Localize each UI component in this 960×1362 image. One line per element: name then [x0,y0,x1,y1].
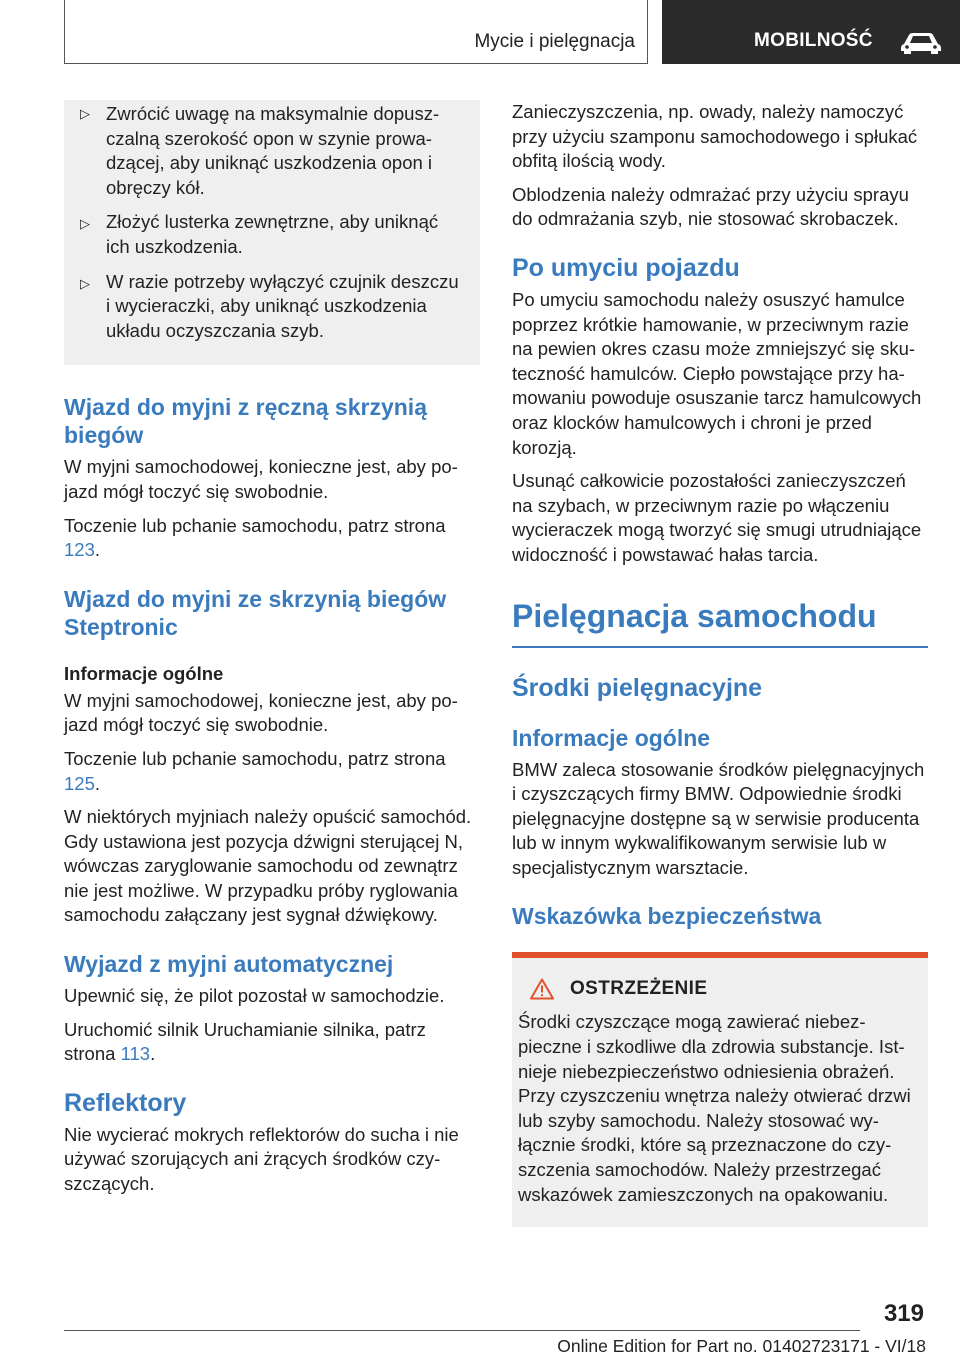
paragraph: Toczenie lub pchanie samochodu, patrz strona 123. [64,514,446,561]
paragraph: Uruchomić silnik Uruchamianie silnika, patrz strona 113. [64,1018,426,1065]
subheading: Informacje ogólne [64,662,224,684]
section-heading-after-wash: Po umyciu pojazdu [512,253,740,282]
right-column [512,100,928,1227]
page-link[interactable]: 123 [64,539,95,561]
section-heading-steptronic: Wjazd do myjni ze skrzynią biegów Steptronic [64,585,447,640]
footer-edition: Online Edition for Part no. 01402723171 - VI/18 [557,1336,926,1356]
paragraph: Usunąć całkowicie pozostałości zanieczyszczeń na szybach, w przeciwnym razie po włączeniu wycieraczek mogą tworzyć się smugi utrudniające widoczność i powstawać hałas tarcia. [512,470,922,565]
warning-title: OSTRZEŻENIE [570,978,708,1000]
paragraph: W niektórych myjniach należy opuścić samochód. Gdy ustawiona jest pozycja dźwigni sterującej N, wówczas zaryglowanie samochodu od zewnątrz nie jest możliwe. W przypadku próby ryglowania samochodu załączany jest sygnał dźwiękowy. [64,806,472,926]
warning-header [518,978,922,1000]
footer-divider [64,1330,860,1331]
section-title: Mycie i pielęgnacja [474,31,635,52]
chapter-tab [662,0,960,64]
page-link[interactable]: 125 [64,772,95,794]
warning-text: Środki czyszczące mogą zawierać niebezpieczne i szkodliwe dla zdrowia substancje. Istnieje niebezpieczeństwo odniesienia obrażeń. Przy czyszczeniu wnętrza należy otwierać drzwi lub szyby samochodu. Należy stosować wyłącznie środki, które są przeznaczone do czyszczenia samochodów. Należy przestrzegać wskazówek zamieszczonych na opakowaniu. [518,1011,911,1205]
section-heading-safety: Wskazówka bezpieczeństwa [512,903,822,930]
section-heading-general-info: Informacje ogólne [512,724,711,751]
section-heading-care-products: Środki pielęgnacyjne [512,673,763,702]
chapter-heading: Pielęgnacja samochodu [512,596,928,648]
page-number: 319 [883,1300,924,1327]
paragraph: BMW zaleca stosowanie środków pielęgnacyjnych i czyszczących firmy BMW. Odpowiednie środki pielęgnacyjne dostępne są w serwisie producenta lub w innym wykwalifikowanym serwisie lub w specjalistycznym warsztacie. [512,758,925,878]
list-item: ▷ Zwrócić uwagę na maksymalnie dopuszczalną szerokość opon w szynie prowadzącej, aby uniknąć uszkodzenia opon i obręczy kół. [80,103,440,198]
bullet-box [64,100,480,365]
paragraph: Oblodzenia należy odmrażać przy użyciu sprayu do odmrażania szyb, nie stosować skrobaczek. [512,183,909,230]
header-section-box [64,0,648,64]
triangle-bullet-icon: ▷ [80,106,90,121]
page-link[interactable]: 113 [120,1043,151,1065]
list-item: ▷ W razie potrzeby wyłączyć czujnik deszczu i wycieraczki, aby uniknąć uszkodzenia układu oczyszczania szyb. [80,270,459,341]
paragraph: Po umyciu samochodu należy osuszyć hamulce poprzez krótkie hamowanie, w przeciwnym razie na pewien okres czasu może zmniejszyć się skuteczność hamulców. Ciepło powstające przy hamowaniu powoduje osuszanie tarcz hamulcowych oraz klocków hamulcowych i chroni je przed korozją. [512,288,922,458]
section-heading-headlights: Reflektory [64,1088,187,1117]
chapter-title: MOBILNOŚĆ [754,30,873,51]
section-heading-manual: Wjazd do myjni z ręczną skrzynią biegów [64,394,427,449]
triangle-bullet-icon: ▷ [80,216,90,232]
car-icon [900,30,942,54]
list-item: ▷ Złożyć lusterka zewnętrzne, aby uniknąć ich uszkodzenia. [80,211,439,257]
paragraph: W myjni samochodowej, konieczne jest, aby pojazd mógł toczyć się swobodnie. [64,456,458,502]
left-column [64,100,480,1206]
paragraph: W myjni samochodowej, konieczne jest, aby pojazd mógł toczyć się swobodnie. [64,689,458,736]
triangle-bullet-icon: ▷ [80,275,90,291]
section-heading-exit: Wyjazd z myjni automatycznej [64,951,394,978]
paragraph: Zanieczyszczenia, np. owady, należy namoczyć przy użyciu szamponu samochodowego i spłukać obfitą ilością wody. [512,101,918,172]
warning-triangle-icon [530,978,554,1000]
paragraph: Nie wycierać mokrych reflektorów do sucha i nie używać szorujących ani żrących środków czyszczących. [64,1123,459,1195]
paragraph: Upewnić się, że pilot pozostał w samochodzie. [64,985,445,1007]
paragraph: Toczenie lub pchanie samochodu, patrz strona 125. [64,747,446,794]
warning-box [512,952,928,1227]
